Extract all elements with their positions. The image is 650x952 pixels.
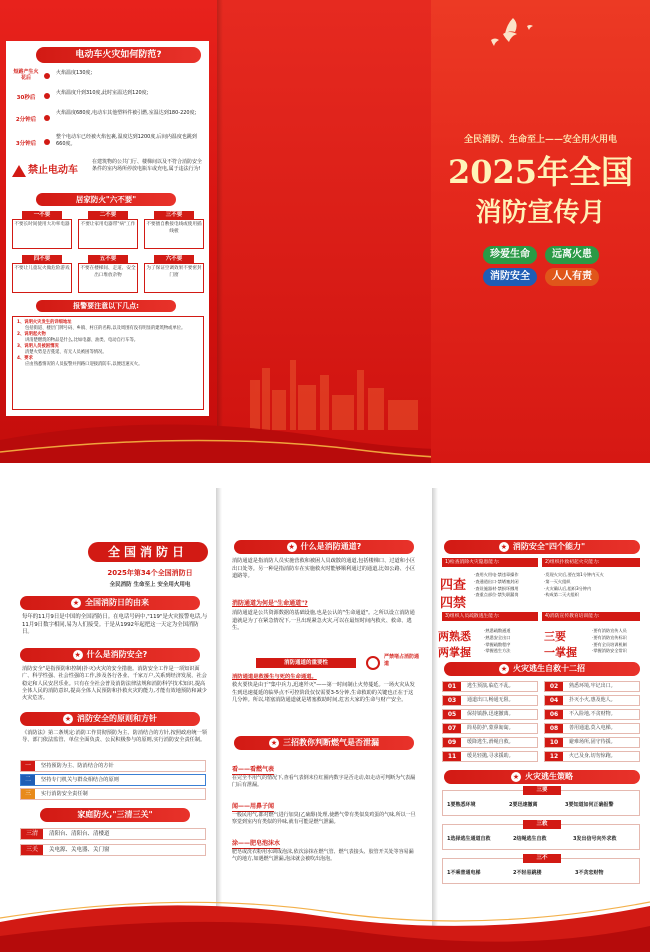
dont-text: 为了保证空调效果不要密封门窗 <box>144 263 204 293</box>
star-icon: ★ <box>270 738 278 747</box>
national-fire-day-banner: 全国消防日 <box>88 542 208 562</box>
strategy-item: 1不乘普通电梯 <box>447 870 481 876</box>
big-word: 四禁 <box>440 596 467 611</box>
principle-text-item: 坚持预防为主、防消结合的方针 <box>41 763 114 769</box>
report-item-body: 讲清楚燃烧的物品是什么,比如电器、油类、电动自行车等。 <box>25 338 139 343</box>
ban-label: 禁止电动车 <box>28 165 78 176</box>
brochure-inner-sheet <box>0 488 650 952</box>
cover-slogan: 全民消防、生命至上——安全用火用电 <box>463 135 617 145</box>
dont-text: 不要让儿童玩火做危险游戏 <box>12 263 72 293</box>
timeline-label: 30秒后 <box>16 95 36 101</box>
strategy-row <box>442 855 640 884</box>
rescue-tip <box>442 681 538 692</box>
home-title: 家庭防火,"三清三关" <box>40 808 190 822</box>
timeline-dot <box>44 93 50 99</box>
no-block-badge <box>366 654 422 674</box>
report-item-head: 4、要求 <box>17 356 33 361</box>
timeline-label: 2分钟后 <box>15 117 37 123</box>
principle-title <box>20 712 200 726</box>
tip-text: 火已及身,切勿惊跑。 <box>569 753 616 759</box>
bullet-item: ·构成第二灭火组织 <box>544 592 579 598</box>
slogan-pill: 人人有责 <box>545 268 599 286</box>
origin-title-text: 全国消防日的由来 <box>85 598 149 607</box>
gas-title-text: 三招教你判断燃气是否泄漏 <box>283 738 379 747</box>
tip-num: 07 <box>443 724 461 733</box>
gas-step-head: 涂——肥皂泡沫水 <box>232 840 281 847</box>
tip-text: 缓降逃生,滑绳自救。 <box>467 739 514 745</box>
dont-tag: 三不要 <box>154 211 194 219</box>
star-icon: ★ <box>512 772 520 781</box>
star-icon: ★ <box>500 664 508 673</box>
cover-title-line1: 2025年全国 <box>447 153 634 191</box>
rescue-tip <box>544 681 640 692</box>
strategy-tag: 三要 <box>523 786 561 795</box>
timeline-item <box>12 133 204 157</box>
rescue-tip <box>544 709 640 720</box>
principle-num: 一 <box>21 761 35 771</box>
ebike-ban-block <box>12 159 204 189</box>
principle-text: 《消防法》第二条规定:消防工作贯彻预防为主、防消结合的方针,按照政府统一领导、部门依法监管、单位全面负责、公民积极参与的原则,实行消防安全责任制。 <box>22 730 207 744</box>
timeline-dot <box>44 115 50 121</box>
strategy-item: 1要熟悉环境 <box>447 802 476 808</box>
origin-title <box>20 596 200 610</box>
timeline-text: 整个电动车已经被火焰包裹,温度达到1200度,后间内温度也跳到660度。 <box>56 134 197 147</box>
safety-title <box>20 648 200 662</box>
bullet-item: ·掌握消防安全常识 <box>592 648 627 654</box>
tip-text: 善用通道,莫入电梯。 <box>569 725 616 731</box>
star-icon: ★ <box>64 714 72 723</box>
principle-row <box>20 760 206 772</box>
big-word: 三要 <box>544 630 566 643</box>
report-item <box>17 356 199 368</box>
bottom-ribbon-graphic <box>0 882 650 952</box>
home-text: 清阳台、清阳台、清楼道 <box>49 831 110 837</box>
warning-triangle-icon <box>12 165 26 177</box>
abilities-title <box>444 540 640 554</box>
bullet-list <box>474 572 540 599</box>
bullet-item: ·查设施器材·禁损坏挪用 <box>474 585 519 591</box>
report-item-head: 3、说明人员被困情况 <box>17 344 59 349</box>
life-text: 消防通道是公共资源数据的基础设施,也是公认的"生命通道"。之所以设立消防通道就是为了在紧急情况下,一旦出现紧急火灾,可以在最短时间内救火、救命、逃生。 <box>232 610 415 631</box>
timeline-item <box>12 89 204 109</box>
home-row <box>20 844 206 856</box>
damage-text: 救火要快是由于"集中兵力,迅速歼灭"——第一时间制止火势蔓延。一场火灾从发生到迅速蔓延的临界点不可控阶段仅仅需要3-5分钟,生命救助的关键也正在于这几分钟。所以,堵塞消防通道就是堵塞救助时间,危害大家的生命与财产安全。 <box>232 682 415 703</box>
safety-text: 消防安全"是指预防和控制(扑灭)火灾的安全措施。消防安全工作是一项知识面广、科学性强、社会性强的工作,涉及各行各业、千家万户,关系到经济发展、社会稳定和人民安居乐业。只有在全社会普及消防法律法规和消防科学技术知识,提高全体人民的消防意识,提高全体人民预防和扑救火灾的能力,才能有效地预防和减少火灾危害。 <box>22 666 207 702</box>
timeline-text: 火焰温度680度,电动车其他塑料件被引燃,室温达到180-220度; <box>56 110 197 116</box>
bullet-item: ·查重点部位·禁失职漏岗 <box>474 592 519 598</box>
rescue-tip <box>442 709 538 720</box>
passage-text: 消防通道是指消防人员实施营救和被困人员疏散的通道,包括楼梯口、过道和小区出口处等。另一种是指消防车在实施救火时能够顺利通过的通道,比如公路、小区道路等。 <box>232 558 416 579</box>
bullet-item: ·查用火用电·禁违章操作 <box>474 572 519 577</box>
dont-tag: 一不要 <box>22 211 62 219</box>
timeline-dot <box>44 73 50 79</box>
report-item-body: 清楚火势是否蔓延、有无人员被困等情况。 <box>25 350 107 355</box>
no-block-label: 严禁堵占消防通道 <box>384 654 420 667</box>
bullet-item: ·掌握逃生方法 <box>484 648 511 654</box>
bullet-list <box>544 572 640 599</box>
gas-step <box>232 793 418 826</box>
ability-head: 1)检查消除火灾隐患能力: <box>442 558 538 567</box>
principle-text-item: 实行消防安全责任制 <box>41 791 88 797</box>
dont-tag: 五不要 <box>88 255 128 263</box>
bullet-item: ·熟悉疏散通道 <box>484 628 511 633</box>
tip-text: 扑灭小火,惠及他人。 <box>569 697 616 703</box>
slogan-pill: 远离火患 <box>545 246 599 264</box>
tip-text: 保持镇静,迅速撤离。 <box>467 711 514 717</box>
star-icon: ★ <box>72 598 80 607</box>
strategy-title-text: 火灾逃生策略 <box>525 772 573 781</box>
fire-day-theme: 全民消防 生命至上 安全用火用电 <box>109 582 191 588</box>
slogan-pill: 珍爱生命 <box>483 246 537 264</box>
tip-text: 熟悉环境,牢记出口。 <box>569 683 616 689</box>
strategy-item: 3发出信号向外求救 <box>573 836 617 842</box>
self-rescue-title <box>444 662 640 676</box>
tip-text: 不入险地,不贪财物。 <box>569 711 616 717</box>
tip-num: 01 <box>443 682 461 691</box>
timeline-item <box>12 69 204 89</box>
gas-step-body: 一般民用气,都对燃气进行加臭(乙硫醇)处理,使燃气带有类似臭鸡蛋的气味,所以一旦察觉到室内有类似的异味,就有可能是燃气泄漏。 <box>232 812 416 825</box>
gas-step <box>232 830 418 863</box>
gas-step-body: 在完全不用气的情况下,查看气表倒末位红圈内数字是否走动,如走动可判断为气表漏门后有泄漏。 <box>232 775 416 788</box>
gas-step-body: 肥皂或洗衣粉用水调成泡沫,依次涂抹在燃气管、燃气表接头、胶管开关处等容易漏气的地方,如遇燃气泄漏,泡沫就会被吹出泡泡。 <box>232 849 414 862</box>
dont-text: 不要在楼梯间、走道、安全出口堆放杂物 <box>78 263 138 293</box>
bullet-list <box>592 628 642 655</box>
home-row <box>20 828 206 840</box>
cover-title-line2: 消防宣传月 <box>475 198 606 228</box>
report-item-body: 应由熟悉情况的人员报警并到路口迎接消防车,以便迅速灭火。 <box>25 362 143 367</box>
report-item <box>17 344 199 356</box>
principle-num: 三 <box>21 789 35 799</box>
tip-text: 缓晃轻抛,寻求援助。 <box>467 753 514 759</box>
ebike-section-title: 电动车火灾如何防范? <box>36 47 201 63</box>
home-tag: 三关 <box>21 845 43 855</box>
abilities-title-text: 消防安全"四个能力" <box>512 542 586 551</box>
bullet-item: ·掌握疏散程序 <box>484 641 511 647</box>
damage-sub: 消防通道是救援生与死的生命通道。 <box>232 674 317 680</box>
slogan-pill: 消防安全 <box>483 268 537 286</box>
tip-text: 逃生预演,临危不乱。 <box>467 683 514 689</box>
ebike-timeline <box>12 69 204 157</box>
report-item-head: 1、说明火灾发生的详细地址 <box>17 320 72 325</box>
strategy-title <box>444 770 640 784</box>
ability-head: 3)组织人员疏散逃生能力: <box>442 612 538 621</box>
bullet-item: ·查通道出口·禁堵塞封闭 <box>474 578 519 584</box>
strategy-item: 3要知道如何正确报警 <box>565 802 614 808</box>
rescue-tip <box>442 751 538 762</box>
principle-row <box>20 788 206 800</box>
bullet-list <box>484 628 540 655</box>
brochure-front-sheet <box>0 0 650 463</box>
tip-num: 11 <box>443 752 461 761</box>
rescue-tip <box>544 723 640 734</box>
big-word: 四查 <box>440 578 467 593</box>
gas-steps <box>232 756 418 863</box>
big-word: 一掌握 <box>544 646 577 659</box>
tip-num: 12 <box>545 752 563 761</box>
dont-tag: 二不要 <box>88 211 128 219</box>
no-entry-icon <box>366 656 380 670</box>
report-title: 报警要注意以下几点: <box>36 300 176 312</box>
report-item-head: 2、说明起火物 <box>17 332 46 337</box>
bullet-item: ·熟悉安全出口 <box>484 634 511 640</box>
principle-row <box>20 774 206 786</box>
principle-text-item: 坚持专门机关与群众相结合的原则 <box>41 777 119 783</box>
bullet-item: ·要有全员培训机制 <box>592 641 627 647</box>
dont-tag: 四不要 <box>22 255 62 263</box>
six-donts-grid <box>12 211 204 295</box>
life-title: 消防通道为何是"生命通道"? <box>232 600 308 607</box>
bullet-item: ·要有消防宣传人员 <box>592 628 627 633</box>
timeline-label: 3分钟后 <box>15 141 37 147</box>
safety-title-text: 什么是消防安全? <box>86 650 148 659</box>
rescue-tip <box>544 737 640 748</box>
timeline-item <box>12 109 204 133</box>
tip-num: 02 <box>545 682 563 691</box>
strategy-item: 2要迅速撤离 <box>509 802 538 808</box>
timeline-text: 火焰温度升到310度,此时室温达到120度; <box>56 90 149 96</box>
dont-text: 不要长时间使用大功率电器 <box>12 219 72 249</box>
rescue-tip <box>544 695 640 706</box>
tip-num: 08 <box>545 724 563 733</box>
dont-text: 不要让家用电器带"病"工作 <box>78 219 138 249</box>
tip-num: 05 <box>443 710 461 719</box>
fire-day-subtitle: 2025年第34个全国消防日 <box>107 569 193 577</box>
tip-num: 04 <box>545 696 563 705</box>
report-list <box>12 316 204 410</box>
rescue-tip <box>442 723 538 734</box>
tip-num: 03 <box>443 696 461 705</box>
dont-tag: 六不要 <box>154 255 194 263</box>
strategy-tag: 三救 <box>523 820 561 829</box>
passage-title-text: 什么是消防通道? <box>300 542 362 551</box>
report-item-body: 包括街道、楼层门牌号码、乡镇、村庄的名称,以及周围有没有明显的建筑物或单位。 <box>25 326 186 331</box>
damage-title: 消防通道的重要性 <box>256 658 356 668</box>
strategy-item: 2结绳逃生自救 <box>513 836 547 842</box>
strategy-item: 3不贪恋财物 <box>575 870 604 876</box>
passage-title <box>234 540 414 554</box>
home-text: 关电源、关电器、关门窗 <box>49 847 110 853</box>
six-donts-title: 居家防火"六不要" <box>36 193 176 206</box>
ability-head: 2)组织扑救初起火灾能力: <box>542 558 640 567</box>
rescue-tip <box>544 751 640 762</box>
principle-num: 二 <box>21 775 35 785</box>
principle-list <box>20 760 206 800</box>
report-item <box>17 320 199 332</box>
bullet-item: ·发现火灾后,要在第1分钟内灭火 <box>544 572 604 577</box>
cover-panel <box>431 0 650 463</box>
strategy-row <box>442 787 640 816</box>
strategy-tag: 三不 <box>523 854 561 863</box>
timeline-text: 火焰温度130度; <box>56 70 93 76</box>
fire-prevention-card <box>6 41 209 416</box>
big-word: 两熟悉 <box>438 630 471 643</box>
dove-icon <box>483 16 543 56</box>
strategy-item: 2不轻易跳楼 <box>513 870 542 876</box>
strategy-item: 1选择逃生通道自救 <box>447 836 491 842</box>
tip-text: 通道出口,畅通无阻。 <box>467 697 514 703</box>
gas-step-head: 看——看燃气表 <box>232 766 275 773</box>
gas-step-head: 闻——用鼻子闻 <box>232 803 275 810</box>
strategy-row <box>442 821 640 850</box>
ban-text: 在建筑物的公共门厅、楼梯间以及不符合消防安全条件的室内场所停放电瓶车或充电,属于违法行为! <box>92 159 203 172</box>
rescue-tip <box>442 737 538 748</box>
tip-num: 06 <box>545 710 563 719</box>
star-icon: ★ <box>500 542 507 551</box>
bullet-item: ·火灾确认后,组织3分钟内 <box>544 585 592 591</box>
tip-text: 简易防护,蒙鼻匍匐。 <box>467 725 514 731</box>
gas-title <box>234 736 414 750</box>
big-word: 两掌握 <box>438 646 471 659</box>
home-tag: 三清 <box>21 829 43 839</box>
bullet-item: ·第一灭火组织 <box>544 578 571 584</box>
bullet-item: ·要有消防宣传标识 <box>592 634 627 640</box>
dont-text: 不要擅自敷接电线或使用插线板 <box>144 219 204 249</box>
rescue-tip <box>442 695 538 706</box>
report-item <box>17 332 199 344</box>
tip-num: 10 <box>545 738 563 747</box>
gas-step <box>232 756 418 789</box>
origin-text: 每年的11月9日是中国的全国消防日。在电话号码中,"119"是火灾报警电话,与11月9日数字相同,易为人们接受。于是从1992年起把这一天定为全国消防日。 <box>22 614 208 635</box>
ability-head: 4)消防宣传教育培训能力: <box>542 612 640 621</box>
timeline-dot <box>44 139 50 145</box>
star-icon: ★ <box>74 650 81 659</box>
star-icon: ★ <box>288 542 295 551</box>
timeline-label: 短路产生火花后 <box>13 69 39 81</box>
self-rescue-title-text: 火灾逃生自救十二招 <box>513 664 585 673</box>
tip-text: 避难场所,固守待援。 <box>569 739 616 745</box>
tip-num: 09 <box>443 738 461 747</box>
principle-title-text: 消防安全的原则和方针 <box>77 714 157 723</box>
